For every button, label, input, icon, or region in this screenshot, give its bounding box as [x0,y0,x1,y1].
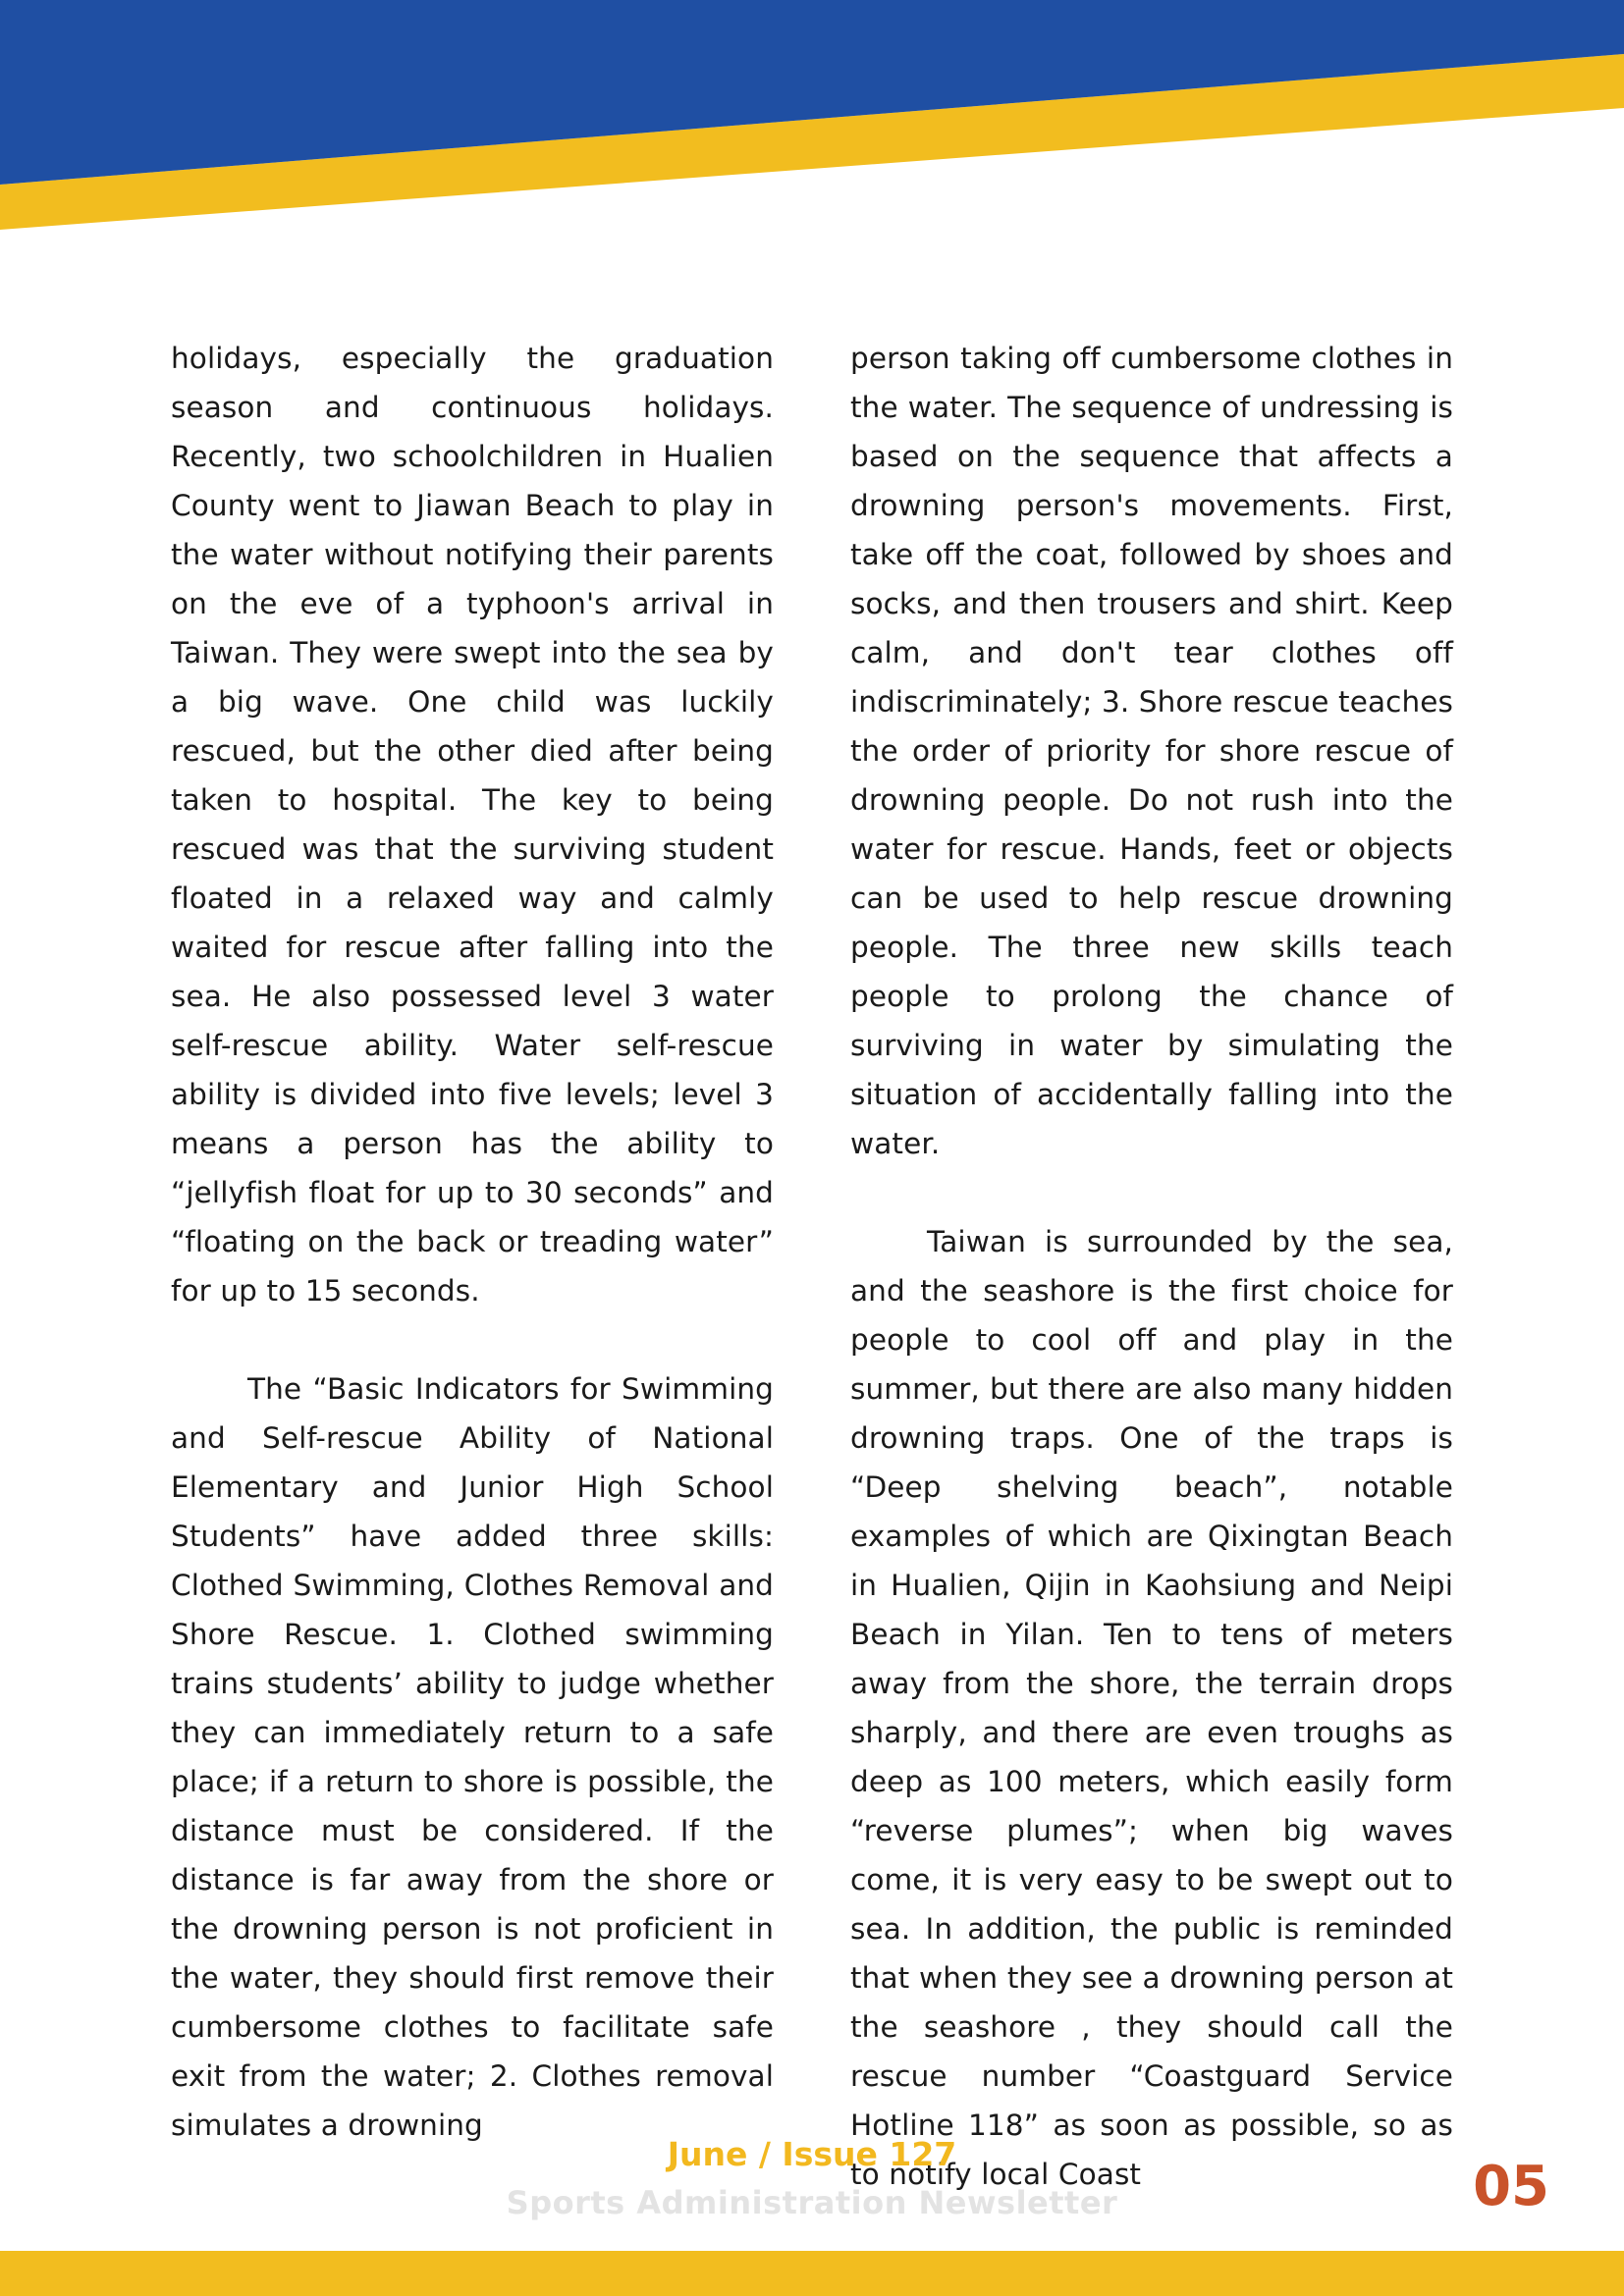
header-banner [0,0,1624,236]
paragraph-right-2: Taiwan is surrounded by the sea, and the seashore is the first choice for people to cool off and play in the summer, but there are also many hidden drowning traps. One of the traps is “Deep shelving beach”, notable examples of which are Qixingtan Beach in Hualien, Qijin in Kaohsiung and Neipi Beach in Yilan. Ten to tens of meters away from the shore, the terrain drops sharply, and there are even troughs as deep as 100 meters, which easily form “reverse plumes”; when big waves come, it is very easy to be swept out to sea. In addition, the public is reminded that when they see a drowning person at the seashore , they should call the rescue number “Coastguard Service Hotline 118” as soon as possible, so as to notify local Coast [850,1225,1453,2191]
left-column [171,334,774,2150]
newsletter-title: Sports Administration Newsletter [506,2184,1118,2221]
paragraph-left-2: The “Basic Indicators for Swimming and Self-rescue Ability of National Elementary and Junior High School Students” have added three skills: Clothed Swimming, Clothes Removal and Shore Rescue. 1. Clothed swimming trains students’ ability to judge whether they can immediately return to a safe place; if a return to shore is possible, the distance must be considered. If the distance is far away from the shore or the drowning person is not proficient in the water, they should first remove their cumbersome clothes to facilitate safe exit from the water; 2. Clothes removal simulates a drowning [171,1372,774,2142]
paragraph-left-1: holidays, especially the graduation season and continuous holidays. Recently, two schoolchildren in Hualien County went to Jiawan Beach to play in the water without notifying their parents on the eve of a typhoon's arrival in Taiwan. They were swept into the sea by a big wave. One child was luckily rescued, but the other died after being taken to hospital. The key to being rescued was that the surviving student floated in a relaxed way and calmly waited for rescue after falling into the sea. He also possessed level 3 water self-rescue ability. Water self-rescue ability is divided into five levels; level 3 means a person has the ability to “jellyfish float for up to 30 seconds” and “floating on the back or treading water” for up to 15 seconds. [171,342,774,1308]
issue-label: June / Issue 127 [667,2135,957,2173]
footer-band [0,2251,1624,2296]
page-number: 05 [1473,2155,1549,2218]
paragraph-right-1: person taking off cumbersome clothes in the water. The sequence of undressing is based on the sequence that affects a drowning person's movements. First, take off the coat, followed by shoes and socks, and then trousers and shirt. Keep calm, and don't tear clothes off indiscriminately; 3. Shore rescue teaches the order of priority for shore rescue of drowning people. Do not rush into the water for rescue. Hands, feet or objects can be used to help rescue drowning people. The three new skills teach people to prolong the chance of surviving in water by simulating the situation of accidentally falling into the water. [850,342,1453,1160]
footer-yellow-bar [0,2251,1624,2296]
right-column [850,334,1453,2199]
